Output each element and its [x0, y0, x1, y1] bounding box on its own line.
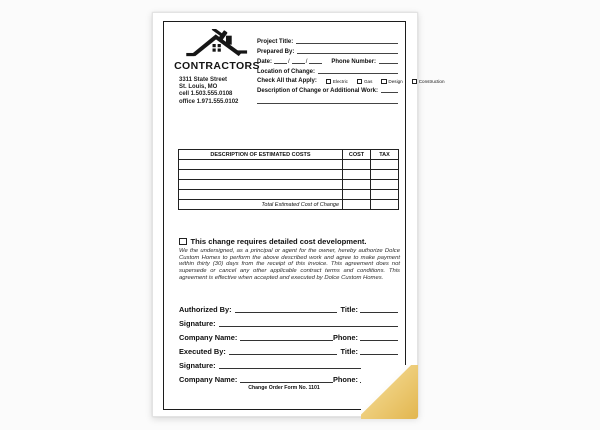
phone-label: Phone: — [332, 333, 358, 342]
empty-cost-cell — [343, 170, 371, 180]
total-tax-cell — [371, 200, 399, 210]
executed-by-row — [179, 342, 398, 356]
authorized-by-blank-line — [235, 312, 338, 313]
company-address — [171, 77, 263, 106]
table-row — [179, 160, 399, 170]
cost-development-checkbox-icon — [179, 238, 187, 246]
empty-description-cell — [179, 170, 343, 180]
total-estimated-cost-label: Total Estimated Cost of Change — [179, 200, 343, 210]
empty-description-cell — [179, 190, 343, 200]
project-title-row — [257, 35, 398, 45]
location-blank-line — [318, 73, 398, 74]
checkbox-option-gas — [357, 79, 372, 85]
date-label: Date: — [257, 59, 273, 65]
form-number-footer: Change Order Form No. 1101 — [248, 385, 320, 391]
checkbox-option-construction — [412, 79, 445, 85]
phone-label: Phone: — [332, 375, 358, 384]
table-total-row — [179, 200, 399, 210]
company-name-blank-line — [240, 382, 333, 383]
electric-checkbox-icon — [326, 79, 332, 85]
design-checkbox-icon — [381, 79, 387, 85]
table-row — [179, 190, 399, 200]
tax-column-header: TAX — [371, 150, 399, 160]
gas-checkbox-icon — [357, 79, 363, 85]
project-title-label: Project Title: — [257, 39, 294, 45]
company-name-blank-line — [240, 340, 333, 341]
table-row — [179, 170, 399, 180]
electric-label: Electric — [332, 78, 348, 84]
date-separator: / — [288, 59, 290, 65]
total-cost-cell — [343, 200, 371, 210]
signature-row — [179, 314, 398, 328]
table-row — [179, 180, 399, 190]
phone-number-blank-line — [379, 63, 398, 64]
prepared-by-blank-line — [297, 53, 398, 54]
empty-tax-cell — [371, 190, 399, 200]
prepared-by-row — [257, 45, 398, 55]
phone-number-label: Phone Number: — [331, 59, 377, 65]
signature-label: Signature: — [179, 319, 216, 328]
empty-cost-cell — [343, 160, 371, 170]
table-header-row — [179, 150, 399, 160]
signature-blank-line — [219, 326, 398, 327]
company-name: CONTRACTORS — [174, 60, 260, 72]
description-of-change-row — [257, 84, 398, 94]
empty-tax-cell — [371, 180, 399, 190]
title-label: Title: — [340, 347, 358, 356]
agreement-terms-paragraph: We the undersigned, as a principal or agent for the owner, hereby authorize Dolce Custom Homes to perform the above described work and agree to make payment within thirty (30) days from the receipt of this invoice. This agreement does not supersede or cancel any other applicable contract terms and conditions. This agreement is effective when accepted and executed by Dolce Custom Homes. — [179, 248, 400, 281]
design-label: Design — [388, 78, 403, 84]
cost-column-header: COST — [343, 150, 371, 160]
description-of-change-label: Description of Change or Additional Work: — [257, 88, 379, 94]
project-title-blank-line — [296, 43, 398, 44]
empty-cost-cell — [343, 180, 371, 190]
executed-by-label: Executed By: — [179, 347, 226, 356]
header-fields — [257, 35, 445, 105]
address-office-phone: office 1.971.555.0102 — [179, 98, 239, 105]
construction-label: Construction — [418, 78, 445, 84]
title-blank-line — [360, 312, 398, 313]
construction-checkbox-icon — [412, 79, 418, 85]
description-blank-line — [381, 92, 398, 93]
executed-by-blank-line — [229, 354, 338, 355]
signature-label: Signature: — [179, 361, 216, 370]
checkbox-option-electric — [326, 79, 348, 85]
cost-development-heading: This change requires detailed cost development. — [190, 237, 367, 246]
title-label: Title: — [340, 305, 358, 314]
title-blank-line — [360, 354, 398, 355]
description-blank-line-2 — [257, 103, 398, 104]
phone-blank-line — [360, 340, 398, 341]
date-separator: / — [305, 59, 308, 65]
authorized-by-row — [179, 300, 398, 314]
company-name-label: Company Name: — [179, 375, 238, 384]
change-order-form-sheet — [152, 12, 445, 417]
address-cell-phone: cell 1.503.555.0108 — [179, 91, 233, 98]
address-street: 3311 State Street — [179, 77, 228, 83]
empty-description-cell — [179, 160, 343, 170]
check-all-label: Check All that Apply: — [257, 78, 317, 84]
location-of-change-row — [257, 65, 398, 75]
date-month-blank — [274, 63, 287, 64]
empty-tax-cell — [371, 170, 399, 180]
company-name-label: Company Name: — [179, 333, 238, 342]
company-name-row — [179, 328, 398, 342]
date-phone-row — [257, 55, 398, 65]
carbon-copy-corner-fold — [361, 365, 418, 419]
check-all-that-apply-row — [257, 75, 445, 84]
description-column-header: DESCRIPTION OF ESTIMATED COSTS — [179, 150, 343, 160]
empty-description-cell — [179, 180, 343, 190]
address-city: St. Louis, MO — [179, 84, 218, 91]
checkbox-option-design — [381, 79, 402, 85]
company-logo-block — [171, 29, 263, 106]
gas-label: Gas — [363, 78, 373, 84]
description-continuation-row — [257, 94, 398, 105]
cost-development-checkbox-row — [179, 237, 366, 246]
date-day-blank — [292, 63, 305, 64]
empty-tax-cell — [371, 160, 399, 170]
prepared-by-label: Prepared By: — [257, 49, 295, 55]
authorized-by-label: Authorized By: — [179, 305, 232, 314]
date-year-blank — [309, 63, 322, 64]
location-of-change-label: Location of Change: — [257, 69, 315, 75]
empty-cost-cell — [343, 190, 371, 200]
estimated-costs-table — [178, 149, 399, 210]
contractors-house-hammer-logo-icon — [185, 29, 249, 59]
